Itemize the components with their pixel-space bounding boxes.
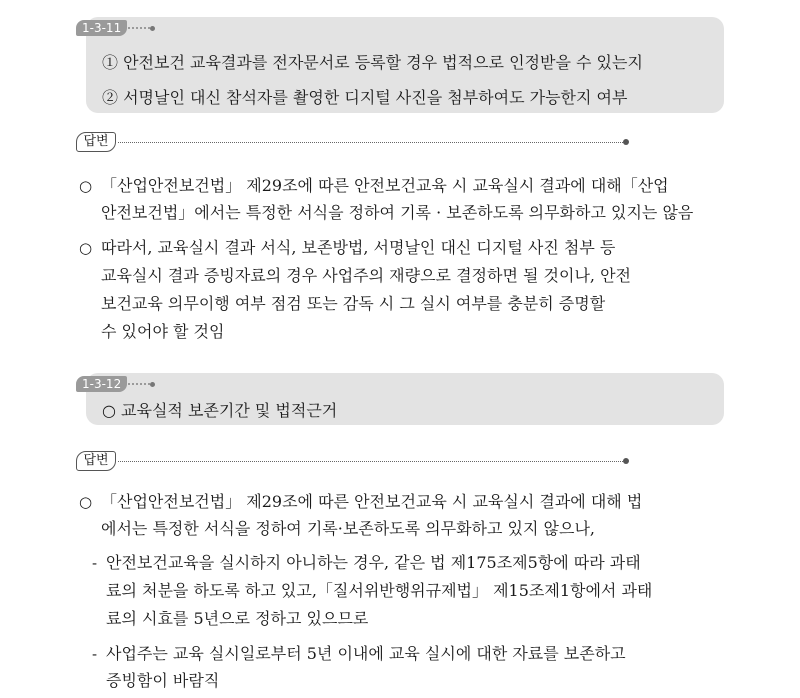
- sub-item-1-line-3: 료의 시효를 5년으로 정하고 있으므로: [106, 609, 369, 628]
- answer-3-line-2: 에서는 특정한 서식을 정하여 기록·보존하도록 의무화하고 있지 않으나,: [101, 519, 595, 538]
- answer-divider-1: [118, 142, 623, 143]
- answer-2-line-3: 보건교육 의무이행 여부 점검 또는 감독 시 그 실시 여부를 충분히 증명할: [101, 294, 606, 313]
- answer-badge-1: 답변: [76, 132, 116, 152]
- question-2: ② 서명날인 대신 참석자를 촬영한 디지털 사진을 첨부하여도 가능한지 여부: [102, 88, 628, 107]
- answer-3-line-1: 「산업안전보건법」 제29조에 따른 안전보건교육 시 교육실시 결과에 대해 법: [101, 492, 643, 511]
- sub-item-2-line-2: 증빙함이 바람직: [106, 671, 220, 690]
- answer-1-line-2: 안전보건법」에서는 특정한 서식을 정하여 기록 · 보존하도록 의무화하고 있지는 않음: [101, 203, 694, 222]
- answer-2-line-2: 교육실시 결과 증빙자료의 경우 사업주의 재량으로 결정하면 될 것이나, 안전: [101, 266, 631, 285]
- answer-divider-2: [118, 461, 623, 462]
- tag-dots-1: [128, 27, 150, 29]
- answer-1-line-1: 「산업안전보건법」 제29조에 따른 안전보건교육 시 교육실시 결과에 대해「산업: [101, 176, 669, 195]
- answer-bullet-3: ○: [79, 493, 93, 511]
- tag-dot-end-2: [150, 382, 155, 387]
- answer-divider-end-2: [623, 458, 629, 464]
- tag-dots-2: [128, 383, 150, 385]
- question-tag-1-3-12: 1-3-12: [76, 376, 127, 392]
- question-1: ① 안전보건 교육결과를 전자문서로 등록할 경우 법적으로 인정받을 수 있는지: [102, 53, 643, 72]
- answer-bullet-1: ○: [79, 177, 93, 195]
- answer-bullet-2: ○: [79, 239, 93, 257]
- question-3: ○ 교육실적 보존기간 및 법적근거: [102, 401, 338, 420]
- answer-2-line-1: 따라서, 교육실시 결과 서식, 보존방법, 서명날인 대신 디지털 사진 첨부 등: [101, 238, 616, 257]
- answer-divider-end-1: [623, 139, 629, 145]
- question-tag-1-3-11: 1-3-11: [76, 20, 127, 36]
- sub-bullet-1: -: [92, 554, 98, 572]
- answer-2-line-4: 수 있어야 할 것임: [101, 322, 225, 341]
- sub-item-2-line-1: 사업주는 교육 실시일로부터 5년 이내에 교육 실시에 대한 자료를 보존하고: [106, 644, 626, 663]
- sub-item-1-line-2: 료의 처분을 하도록 하고 있고,「질서위반행위규제법」 제15조제1항에서 과태: [106, 581, 653, 600]
- sub-item-1-line-1: 안전보건교육을 실시하지 아니하는 경우, 같은 법 제175조제5항에 따라 과태: [106, 553, 641, 572]
- answer-badge-2: 답변: [76, 451, 116, 471]
- sub-bullet-2: -: [92, 645, 98, 663]
- tag-dot-end-1: [150, 26, 155, 31]
